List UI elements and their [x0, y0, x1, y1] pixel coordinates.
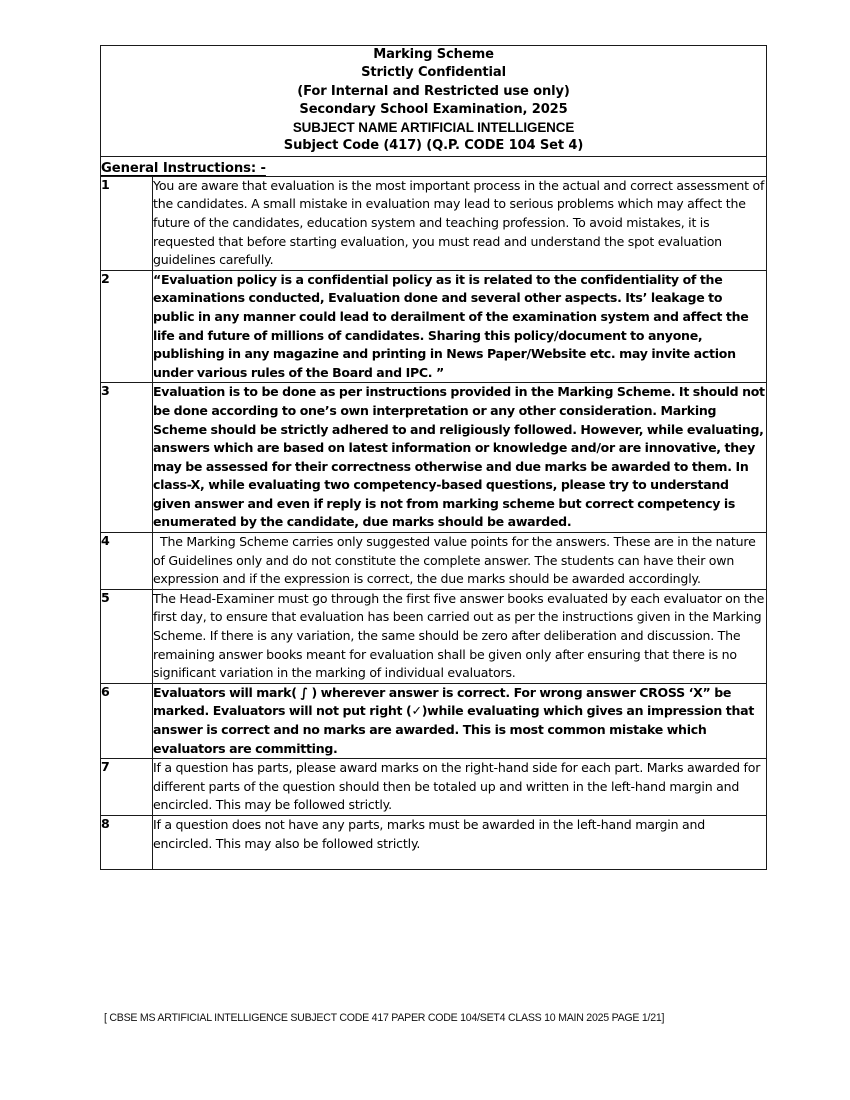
instruction-body-8	[153, 815, 767, 869]
document-header	[101, 46, 767, 157]
general-instructions-cell	[101, 156, 767, 176]
instruction-number-4: 4	[101, 533, 153, 590]
instruction-body-4	[153, 533, 767, 590]
instruction-number-8: 8	[101, 815, 153, 869]
table-row	[101, 383, 767, 533]
instruction-body-1	[153, 176, 767, 270]
instruction-body-2	[153, 270, 767, 383]
page-footer: [ CBSE MS ARTIFICIAL INTELLIGENCE SUBJECT CODE 417 PAPER CODE 104/SET4 CLASS 10 MAIN 2025 PAGE 1/21]	[104, 1012, 665, 1024]
instruction-number-1: 1	[101, 176, 153, 270]
header-title-marking-scheme: Marking Scheme	[373, 47, 494, 62]
table-body	[101, 46, 767, 870]
marking-scheme-table	[100, 45, 767, 870]
header-line-examination-year: Secondary School Examination, 2025	[299, 101, 568, 117]
general-instructions-heading: General Instructions: -	[101, 160, 266, 176]
table-row	[101, 270, 767, 383]
instruction-body-5	[153, 589, 767, 683]
table-row	[101, 759, 767, 816]
instruction-body-3	[153, 383, 767, 533]
header-row	[101, 46, 767, 157]
header-line-subject-name: SUBJECT NAME ARTIFICIAL INTELLIGENCE	[292, 120, 575, 136]
instruction-number-3: 3	[101, 383, 153, 533]
table-row	[101, 815, 767, 869]
header-line-strictly-confidential: Strictly Confidential	[361, 65, 506, 81]
instruction-text-4: The Marking Scheme carries only suggested value points for the answers. These are in the nature of Guidelines only and do not constitute the complete answer. The students can have their own expression and if the expression is correct, the due marks should be awarded accordingly.	[153, 534, 756, 587]
instruction-text-7: If a question has parts, please award marks on the right-hand side for each part. Marks awarded for different parts of the question should then be totaled up and written in the left-hand margin and encircled. This may be followed strictly.	[153, 760, 761, 813]
header-line-subject-code: Subject Code (417) (Q.P. CODE 104 Set 4)	[283, 138, 584, 154]
table-row	[101, 589, 767, 683]
instruction-number-5: 5	[101, 589, 153, 683]
instruction-text-1: You are aware that evaluation is the most important process in the actual and correct assessment of the candidates. A small mistake in evaluation may lead to serious problems which may affect the future of the candidates, education system and teaching profession. To avoid mistakes, it is requested that before starting evaluation, you must read and understand the spot evaluation guidelines carefully.	[153, 177, 765, 268]
instruction-text-5: The Head-Examiner must go through the first five answer books evaluated by each evaluator on the first day, to ensure that evaluation has been carried out as per the instructions given in the Marking Scheme. If there is any variation, the same should be zero after deliberation and discussion. The remaining answer books meant for evaluation shall be given only after ensuring that there is no significant variation in the marking of individual evaluators.	[153, 590, 765, 681]
instruction-text-6: Evaluators will mark( ∫ ) wherever answer is correct. For wrong answer CROSS ‘X” be marked. Evaluators will not put right (✓)while evaluating which gives an impression that answer is correct and no marks are awarded. This is most common mistake which evaluators are committing.	[153, 684, 755, 756]
instruction-body-7	[153, 759, 767, 816]
instruction-text-2: “Evaluation policy is a confidential policy as it is related to the confidentiality of the examinations conducted, Evaluation done and several other aspects. Its’ leakage to public in any manner could lead to derailment of the examination system and affect the life and future of millions of candidates. Sharing this policy/document to anyone, publishing in any magazine and printing in News Paper/Website etc. may invite action under various rules of the Board and IPC. ”	[153, 271, 749, 380]
table-row	[101, 176, 767, 270]
instruction-number-2: 2	[101, 270, 153, 383]
instruction-number-6: 6	[101, 683, 153, 758]
instruction-text-3: Evaluation is to be done as per instructions provided in the Marking Scheme. It should not be done according to one’s own interpretation or any other consideration. Marking Scheme should be strictly adhered to and religiously followed. However, while evaluating, answers which are based on latest information or knowledge and/or are innovative, they may be assessed for their correctness otherwise and due marks be awarded to them. In class-X, while evaluating two competency-based questions, please try to understand given answer and even if reply is not from marking scheme but correct competency is enumerated by the candidate, due marks should be awarded.	[153, 384, 765, 530]
instruction-text-8: If a question does not have any parts, marks must be awarded in the left-hand margin and encircled. This may also be followed strictly.	[153, 816, 706, 851]
instruction-number-7: 7	[101, 759, 153, 816]
table-row	[101, 683, 767, 758]
table-row	[101, 533, 767, 590]
instruction-body-6	[153, 683, 767, 758]
header-line-internal-use: (For Internal and Restricted use only)	[297, 83, 570, 99]
general-instructions-row	[101, 156, 767, 176]
